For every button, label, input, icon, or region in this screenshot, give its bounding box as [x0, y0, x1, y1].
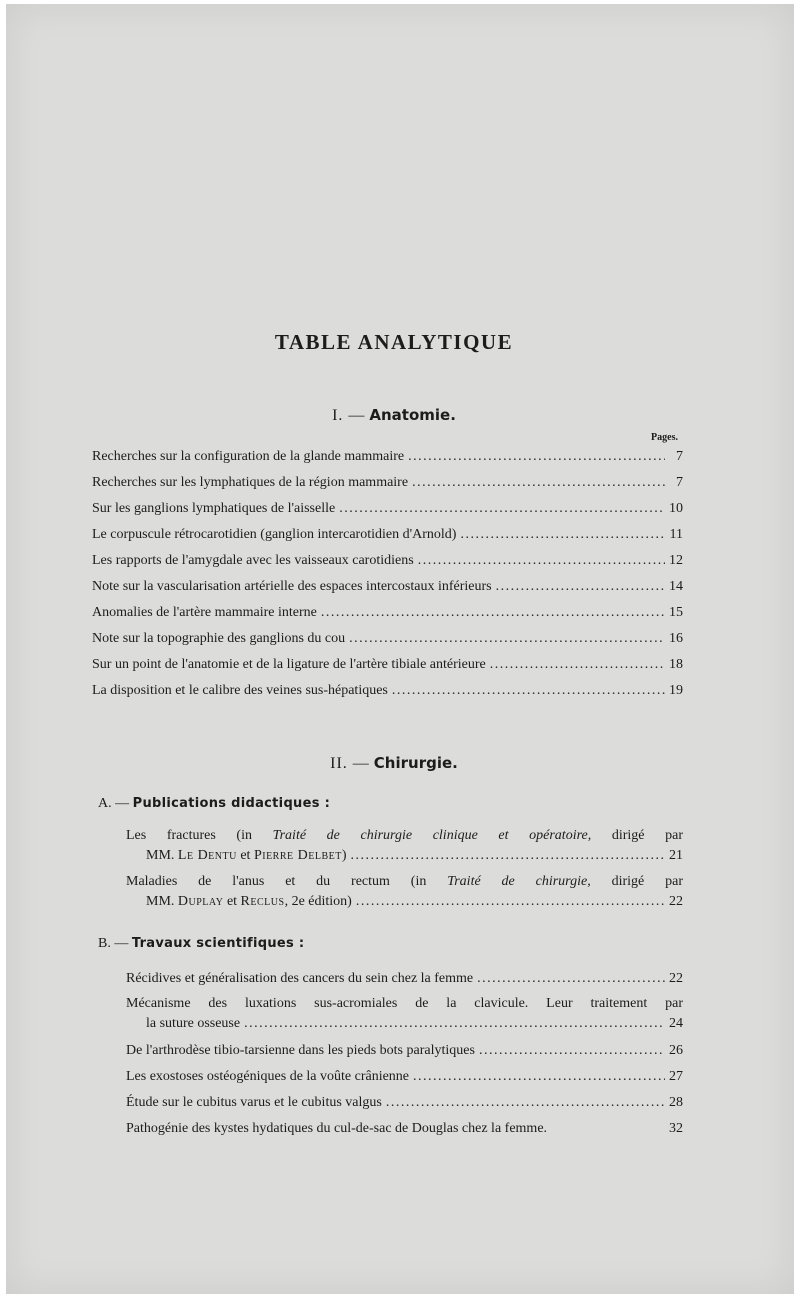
toc-entry: Note sur la topographie des ganglions du cou . . . 16 — [92, 630, 683, 648]
toc-entry: Étude sur le cubitus varus et le cubitus valgus . . . 28 — [126, 1094, 683, 1112]
section-name: Chirurgie. — [373, 754, 458, 772]
toc-entry: Recherches sur les lymphatiques de la région mammaire . . . 7 — [92, 474, 683, 492]
subsection-a-heading — [98, 796, 330, 812]
toc-entry: Pathogénie des kystes hydatiques du cul-de-sac de Douglas chez la femme. 32 — [126, 1121, 683, 1136]
section-name: Anatomie. — [369, 406, 456, 424]
toc-entry: De l'arthrodèse tibio-tarsienne dans les pieds bots paralytiques . . . 26 — [126, 1042, 683, 1060]
subsection-letter: A. — — [98, 796, 130, 811]
section-chirurgie-heading — [6, 754, 782, 773]
toc-entry: La disposition et le calibre des veines sus-hépatiques . . . 19 — [92, 682, 683, 700]
page-title: TABLE ANALYTIQUE — [274, 330, 514, 354]
subsection-letter: B. — — [98, 936, 129, 951]
toc-entry-multiline: Mécanisme des luxations sus-acromiales de la clavicule. Leur traitement par la suture osseuse . . . 24 — [126, 994, 683, 1034]
section-anatomie-heading — [6, 406, 782, 425]
section-number: I. — — [332, 407, 366, 424]
subsection-name: Publications didactiques : — [132, 796, 331, 811]
pages-column-label: Pages. — [651, 432, 678, 443]
document-page — [6, 4, 794, 1294]
toc-entry: Recherches sur la configuration de la glande mammaire . . . 7 — [92, 448, 683, 466]
toc-entry: Sur les ganglions lymphatiques de l'aisselle . . . 10 — [92, 500, 683, 518]
section-number: II. — — [330, 755, 370, 772]
toc-entry: Les rapports de l'amygdale avec les vaisseaux carotidiens . . . 12 — [92, 552, 683, 570]
toc-entry-multiline: Maladies de l'anus et du rectum (in Traité de chirurgie, dirigé par MM. Duplay et Reclus, 2e édition) . . . 22 — [126, 872, 683, 912]
toc-entry: Anomalies de l'artère mammaire interne . . . 15 — [92, 604, 683, 622]
toc-entry: Les exostoses ostéogéniques de la voûte crânienne . . . 27 — [126, 1068, 683, 1086]
subsection-b-heading — [98, 936, 304, 952]
toc-entry: Sur un point de l'anatomie et de la ligature de l'artère tibiale antérieure . . . 18 — [92, 656, 683, 674]
toc-entry: Récidives et généralisation des cancers du sein chez la femme . . . 22 — [126, 970, 683, 988]
toc-entry: Le corpuscule rétrocarotidien (ganglion intercarotidien d'Arnold) . . . 11 — [92, 526, 683, 544]
toc-entry-multiline: Les fractures (in Traité de chirurgie clinique et opératoire, dirigé par MM. Le Dentu et Pierre Delbet) . . . 21 — [126, 826, 683, 866]
toc-entry: Note sur la vascularisation artérielle des espaces intercostaux inférieurs . . . 14 — [92, 578, 683, 596]
subsection-name: Travaux scientifiques : — [131, 936, 305, 951]
